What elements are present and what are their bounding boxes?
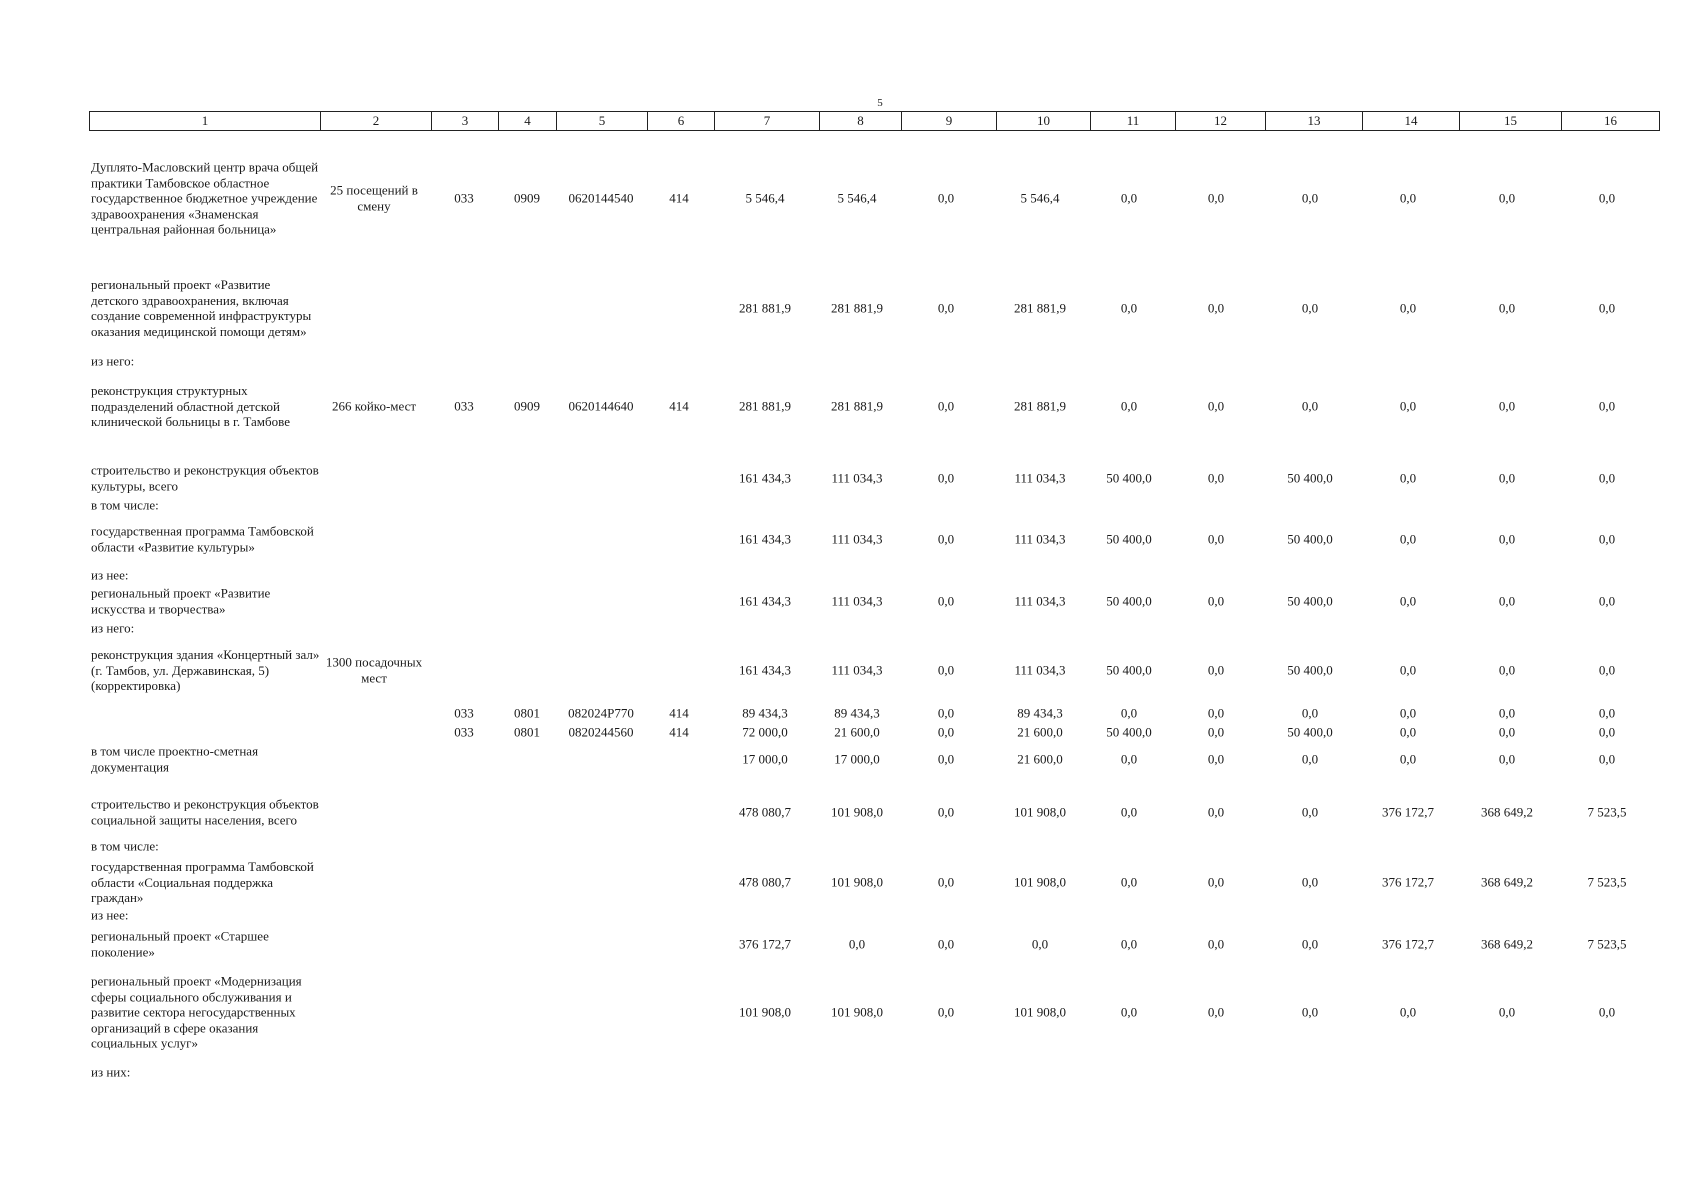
amount-cell-11: 0,0 xyxy=(1120,300,1138,316)
code-cell-5: 082024P770 xyxy=(568,705,634,721)
amount-cell-10: 21 600,0 xyxy=(1017,724,1063,740)
col-header-5: 5 xyxy=(557,112,648,131)
amount-cell-14: 376 172,7 xyxy=(1382,804,1434,820)
amount-cell-14: 0,0 xyxy=(1399,751,1417,767)
amount-cell-13: 0,0 xyxy=(1301,804,1319,820)
amount-cell-10: 281 881,9 xyxy=(1014,300,1066,316)
amount-cell-14: 0,0 xyxy=(1399,531,1417,547)
amount-cell-8: 101 908,0 xyxy=(831,1004,883,1020)
amount-cell-8: 111 034,3 xyxy=(831,662,883,678)
amount-cell-10: 101 908,0 xyxy=(1014,1004,1066,1020)
code-cell-6: 414 xyxy=(669,705,689,721)
amount-cell-13: 0,0 xyxy=(1301,936,1319,952)
amount-cell-16: 0,0 xyxy=(1598,751,1616,767)
code-cell-4: 0909 xyxy=(514,398,540,414)
amount-cell-13: 50 400,0 xyxy=(1287,662,1333,678)
amount-cell-13: 50 400,0 xyxy=(1287,593,1333,609)
amount-cell-14: 376 172,7 xyxy=(1382,936,1434,952)
row-description: региональный проект «Старшее поколение» xyxy=(91,928,269,959)
section-note: из них: xyxy=(91,1064,131,1080)
col-header-3: 3 xyxy=(432,112,499,131)
amount-cell-7: 376 172,7 xyxy=(739,936,791,952)
code-cell-3: 033 xyxy=(454,705,474,721)
amount-cell-14: 0,0 xyxy=(1399,593,1417,609)
amount-cell-12: 0,0 xyxy=(1207,190,1225,206)
section-note: из него: xyxy=(91,620,135,636)
amount-cell-11: 0,0 xyxy=(1120,705,1138,721)
amount-cell-16: 0,0 xyxy=(1598,190,1616,206)
row-description: реконструкция здания «Концертный зал» (г. Тамбов, ул. Державинская, 5) (корректировка) xyxy=(91,646,320,693)
amount-cell-10: 5 546,4 xyxy=(1020,190,1060,206)
amount-cell-15: 368 649,2 xyxy=(1481,936,1533,952)
amount-cell-16: 0,0 xyxy=(1598,398,1616,414)
row-description: строительство и реконструкция объектов социальной защиты населения, всего xyxy=(91,796,319,827)
amount-cell-12: 0,0 xyxy=(1207,804,1225,820)
code-cell-6: 414 xyxy=(669,398,689,414)
amount-cell-11: 50 400,0 xyxy=(1106,531,1152,547)
amount-cell-12: 0,0 xyxy=(1207,470,1225,486)
amount-cell-11: 50 400,0 xyxy=(1106,593,1152,609)
amount-cell-12: 0,0 xyxy=(1207,1004,1225,1020)
amount-cell-10: 281 881,9 xyxy=(1014,398,1066,414)
section-note: из нее: xyxy=(91,567,129,583)
code-cell-5: 0620144640 xyxy=(568,398,634,414)
capacity-cell: 266 койко-мест xyxy=(331,398,417,414)
amount-cell-12: 0,0 xyxy=(1207,593,1225,609)
row-description: государственная программа Тамбовской области «Развитие культуры» xyxy=(91,523,314,554)
amount-cell-15: 0,0 xyxy=(1498,300,1516,316)
amount-cell-9: 0,0 xyxy=(937,300,955,316)
amount-cell-8: 101 908,0 xyxy=(831,804,883,820)
amount-cell-8: 101 908,0 xyxy=(831,874,883,890)
col-header-15: 15 xyxy=(1460,112,1562,131)
amount-cell-9: 0,0 xyxy=(937,470,955,486)
amount-cell-9: 0,0 xyxy=(937,593,955,609)
amount-cell-12: 0,0 xyxy=(1207,531,1225,547)
amount-cell-10: 111 034,3 xyxy=(1014,662,1066,678)
amount-cell-16: 7 523,5 xyxy=(1587,874,1627,890)
row-description: Дуплято-Масловский центр врача общей практики Тамбовское областное государственное бюджетное учреждение здравоохранения «Знаменская центральная районная больница» xyxy=(91,159,319,237)
amount-cell-14: 0,0 xyxy=(1399,300,1417,316)
code-cell-5: 0620144540 xyxy=(568,190,634,206)
amount-cell-13: 0,0 xyxy=(1301,398,1319,414)
page-number: 5 xyxy=(877,97,883,109)
amount-cell-15: 0,0 xyxy=(1498,593,1516,609)
amount-cell-15: 0,0 xyxy=(1498,751,1516,767)
amount-cell-16: 0,0 xyxy=(1598,593,1616,609)
amount-cell-16: 0,0 xyxy=(1598,724,1616,740)
amount-cell-13: 0,0 xyxy=(1301,190,1319,206)
amount-cell-9: 0,0 xyxy=(937,874,955,890)
amount-cell-13: 50 400,0 xyxy=(1287,724,1333,740)
code-cell-4: 0801 xyxy=(514,724,540,740)
amount-cell-9: 0,0 xyxy=(937,751,955,767)
amount-cell-16: 7 523,5 xyxy=(1587,936,1627,952)
amount-cell-11: 50 400,0 xyxy=(1106,724,1152,740)
row-description: государственная программа Тамбовской области «Социальная поддержка граждан» xyxy=(91,858,314,905)
amount-cell-10: 21 600,0 xyxy=(1017,751,1063,767)
section-note: из нее: xyxy=(91,907,129,923)
amount-cell-10: 101 908,0 xyxy=(1014,804,1066,820)
section-note: в том числе: xyxy=(91,838,159,854)
amount-cell-7: 161 434,3 xyxy=(739,470,791,486)
amount-cell-11: 0,0 xyxy=(1120,190,1138,206)
section-note: в том числе: xyxy=(91,497,159,513)
amount-cell-7: 72 000,0 xyxy=(742,724,788,740)
amount-cell-10: 111 034,3 xyxy=(1014,593,1066,609)
amount-cell-16: 0,0 xyxy=(1598,1004,1616,1020)
col-header-14: 14 xyxy=(1363,112,1460,131)
amount-cell-9: 0,0 xyxy=(937,724,955,740)
amount-cell-15: 0,0 xyxy=(1498,190,1516,206)
amount-cell-13: 50 400,0 xyxy=(1287,531,1333,547)
code-cell-6: 414 xyxy=(669,724,689,740)
amount-cell-15: 0,0 xyxy=(1498,398,1516,414)
amount-cell-13: 0,0 xyxy=(1301,705,1319,721)
capacity-cell: 25 посещений в смену xyxy=(330,182,418,213)
amount-cell-16: 7 523,5 xyxy=(1587,804,1627,820)
amount-cell-13: 0,0 xyxy=(1301,874,1319,890)
amount-cell-9: 0,0 xyxy=(937,531,955,547)
amount-cell-16: 0,0 xyxy=(1598,531,1616,547)
col-header-2: 2 xyxy=(321,112,432,131)
amount-cell-14: 0,0 xyxy=(1399,662,1417,678)
code-cell-3: 033 xyxy=(454,724,474,740)
code-cell-4: 0909 xyxy=(514,190,540,206)
amount-cell-11: 50 400,0 xyxy=(1106,470,1152,486)
amount-cell-11: 0,0 xyxy=(1120,398,1138,414)
amount-cell-14: 0,0 xyxy=(1399,724,1417,740)
row-description: в том числе проектно-сметная документация xyxy=(91,743,259,774)
amount-cell-8: 281 881,9 xyxy=(831,300,883,316)
amount-cell-15: 0,0 xyxy=(1498,705,1516,721)
amount-cell-10: 89 434,3 xyxy=(1017,705,1063,721)
amount-cell-15: 0,0 xyxy=(1498,724,1516,740)
amount-cell-8: 21 600,0 xyxy=(834,724,880,740)
col-header-7: 7 xyxy=(715,112,820,131)
col-header-10: 10 xyxy=(997,112,1091,131)
col-header-13: 13 xyxy=(1266,112,1363,131)
row-description: строительство и реконструкция объектов культуры, всего xyxy=(91,462,319,493)
amount-cell-11: 0,0 xyxy=(1120,751,1138,767)
amount-cell-8: 111 034,3 xyxy=(831,593,883,609)
amount-cell-9: 0,0 xyxy=(937,804,955,820)
amount-cell-7: 478 080,7 xyxy=(739,874,791,890)
row-description: региональный проект «Развитие детского здравоохранения, включая создание современной инфраструктуры оказания медицинской помощи детям» xyxy=(91,277,312,339)
amount-cell-12: 0,0 xyxy=(1207,705,1225,721)
row-description: реконструкция структурных подразделений областной детской клинической больницы в г. Тамбове xyxy=(91,382,290,429)
amount-cell-14: 0,0 xyxy=(1399,190,1417,206)
amount-cell-12: 0,0 xyxy=(1207,662,1225,678)
amount-cell-8: 5 546,4 xyxy=(837,190,877,206)
amount-cell-11: 0,0 xyxy=(1120,936,1138,952)
code-cell-4: 0801 xyxy=(514,705,540,721)
amount-cell-7: 5 546,4 xyxy=(745,190,785,206)
col-header-1: 1 xyxy=(90,112,321,131)
col-header-11: 11 xyxy=(1091,112,1176,131)
amount-cell-7: 161 434,3 xyxy=(739,531,791,547)
amount-cell-8: 0,0 xyxy=(848,936,866,952)
amount-cell-13: 0,0 xyxy=(1301,300,1319,316)
amount-cell-8: 281 881,9 xyxy=(831,398,883,414)
amount-cell-15: 0,0 xyxy=(1498,1004,1516,1020)
amount-cell-11: 0,0 xyxy=(1120,874,1138,890)
code-cell-3: 033 xyxy=(454,190,474,206)
amount-cell-16: 0,0 xyxy=(1598,705,1616,721)
amount-cell-15: 368 649,2 xyxy=(1481,804,1533,820)
section-note: из него: xyxy=(91,353,135,369)
amount-cell-10: 0,0 xyxy=(1031,936,1049,952)
amount-cell-11: 0,0 xyxy=(1120,804,1138,820)
amount-cell-15: 0,0 xyxy=(1498,531,1516,547)
col-header-8: 8 xyxy=(820,112,902,131)
amount-cell-13: 0,0 xyxy=(1301,1004,1319,1020)
amount-cell-8: 111 034,3 xyxy=(831,470,883,486)
amount-cell-9: 0,0 xyxy=(937,662,955,678)
capacity-cell: 1300 посадочных мест xyxy=(325,654,423,685)
amount-cell-9: 0,0 xyxy=(937,190,955,206)
amount-cell-9: 0,0 xyxy=(937,398,955,414)
amount-cell-8: 17 000,0 xyxy=(834,751,880,767)
amount-cell-13: 0,0 xyxy=(1301,751,1319,767)
amount-cell-12: 0,0 xyxy=(1207,751,1225,767)
amount-cell-7: 89 434,3 xyxy=(742,705,788,721)
amount-cell-12: 0,0 xyxy=(1207,300,1225,316)
amount-cell-14: 376 172,7 xyxy=(1382,874,1434,890)
amount-cell-16: 0,0 xyxy=(1598,470,1616,486)
amount-cell-7: 161 434,3 xyxy=(739,593,791,609)
amount-cell-12: 0,0 xyxy=(1207,874,1225,890)
amount-cell-14: 0,0 xyxy=(1399,1004,1417,1020)
code-cell-3: 033 xyxy=(454,398,474,414)
amount-cell-16: 0,0 xyxy=(1598,300,1616,316)
amount-cell-9: 0,0 xyxy=(937,936,955,952)
amount-cell-14: 0,0 xyxy=(1399,705,1417,721)
amount-cell-7: 478 080,7 xyxy=(739,804,791,820)
col-header-6: 6 xyxy=(648,112,715,131)
amount-cell-12: 0,0 xyxy=(1207,936,1225,952)
amount-cell-8: 89 434,3 xyxy=(834,705,880,721)
amount-cell-10: 101 908,0 xyxy=(1014,874,1066,890)
amount-cell-8: 111 034,3 xyxy=(831,531,883,547)
col-header-16: 16 xyxy=(1562,112,1660,131)
amount-cell-10: 111 034,3 xyxy=(1014,470,1066,486)
col-header-4: 4 xyxy=(499,112,557,131)
amount-cell-9: 0,0 xyxy=(937,705,955,721)
amount-cell-15: 368 649,2 xyxy=(1481,874,1533,890)
amount-cell-16: 0,0 xyxy=(1598,662,1616,678)
code-cell-6: 414 xyxy=(669,190,689,206)
col-header-9: 9 xyxy=(902,112,997,131)
amount-cell-12: 0,0 xyxy=(1207,398,1225,414)
row-description: региональный проект «Развитие искусства и творчества» xyxy=(91,585,271,616)
amount-cell-14: 0,0 xyxy=(1399,398,1417,414)
amount-cell-7: 281 881,9 xyxy=(739,398,791,414)
amount-cell-12: 0,0 xyxy=(1207,724,1225,740)
amount-cell-14: 0,0 xyxy=(1399,470,1417,486)
amount-cell-7: 101 908,0 xyxy=(739,1004,791,1020)
code-cell-5: 0820244560 xyxy=(568,724,634,740)
amount-cell-15: 0,0 xyxy=(1498,662,1516,678)
row-description: региональный проект «Модернизация сферы социального обслуживания и развитие сектора негосударственных организаций в сфере оказания социальных услуг» xyxy=(91,973,302,1051)
amount-cell-7: 281 881,9 xyxy=(739,300,791,316)
col-header-12: 12 xyxy=(1176,112,1266,131)
amount-cell-11: 0,0 xyxy=(1120,1004,1138,1020)
amount-cell-7: 161 434,3 xyxy=(739,662,791,678)
amount-cell-13: 50 400,0 xyxy=(1287,470,1333,486)
amount-cell-10: 111 034,3 xyxy=(1014,531,1066,547)
amount-cell-7: 17 000,0 xyxy=(742,751,788,767)
amount-cell-9: 0,0 xyxy=(937,1004,955,1020)
amount-cell-15: 0,0 xyxy=(1498,470,1516,486)
amount-cell-11: 50 400,0 xyxy=(1106,662,1152,678)
